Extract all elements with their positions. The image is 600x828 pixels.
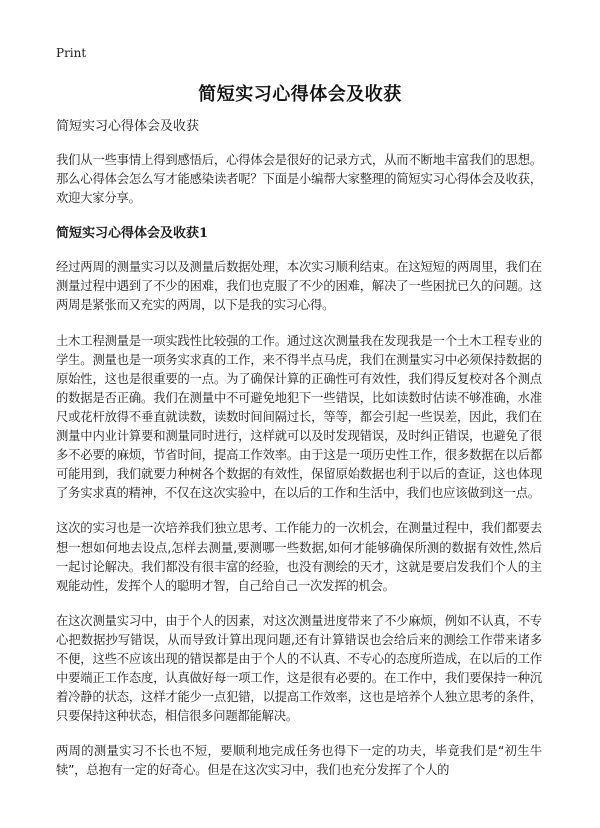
body-paragraph-3: 这次的实习也是一次培养我们独立思考、工作能力的一次机会，在测量过程中，我们都要去想一想如何地去设点,怎样去测量,要测哪一些数据,如何才能够确保所测的数据有效性,然后一起讨论解决。我们都没有很丰富的经验，也没有测绘的天才，这就是要启发我们个人的主观能动性，发挥个人的聪明才智，自己给自己一次发挥的机会。	[56, 521, 542, 593]
document-title: 简短实习心得体会及收获	[198, 84, 402, 105]
body-paragraph-5: 两周的测量实习不长也不短，要顺利地完成任务也得下一定的功夫，毕竟我们是“初生牛犊”，总抱有一定的好奇心。但是在这次实习中，我们也充分发挥了个人的	[56, 744, 542, 778]
intro-paragraph: 我们从一些事情上得到感悟后，心得体会是很好的记录方式，从而不断地丰富我们的思想。那么心得体会怎么写才能感染读者呢？下面是小编帮大家整理的简短实习心得体会及收获，欢迎大家分享。	[56, 153, 542, 206]
print-label[interactable]: Print	[56, 46, 87, 60]
body-paragraph-1: 经过两周的测量实习以及测量后数据处理，本次实习顺利结束。在这短短的两周里，我们在测量过程中遇到了不少的困难，我们也克服了不少的困难，解决了一些困扰已久的问题。这两周是紧张而又充实的两周，以下是我的实习心得。	[56, 260, 542, 313]
document-subtitle: 简短实习心得体会及收获	[56, 119, 200, 134]
body-paragraph-4: 在这次测量实习中，由于个人的因素，对这次测量进度带来了不少麻烦，例如不认真，不专心把数据抄写错误，从而导致计算出现问题,还有计算错误也会给后来的测绘工作带来诸多不便，这些不应该出现的错误都是由于个人的不认真、不专心的态度所造成，在以后的工作中要端正工作态度，认真做好每一项工作，这是很有必要的。在工作中，我们要保持一种沉着冷静的状态，这样才能少一点犯错，以提高工作效率，这也是培养个人独立思考的条件，只要保持这种状态，相信很多问题都能解决。	[56, 613, 542, 724]
section-heading: 简短实习心得体会及收获1	[56, 226, 209, 242]
document-body	[56, 117, 542, 797]
body-paragraph-2: 土木工程测量是一项实践性比较强的工作。通过这次测量我在发现我是一个土木工程专业的学生。测量也是一项务实求真的工作，来不得半点马虎，我们在测量实习中必须保持数据的原始性，这也是很重要的一点。为了确保计算的正确性可有效性，我们得反复校对各个测点的数据是否正确。我们在测量中不可避免地犯下一些错误，比如读数时估读不够准确，水准尺或花杆放得不垂直就读数，读数时间间隔过长，等等，都会引起一些误差，因此，我们在测量中内业计算要和测量同时进行，这样就可以及时发现错误，及时纠正错误，也避免了很多不必要的麻烦，节省时间，提高工作效率。由于这是一项历史性工作，很多数据在以后都可能用到，我们就要力种树各个数据的有效性，保留原始数据也利于以后的查证，这也体现了务实求真的精神，不仅在这次实验中，在以后的工作和生活中，我们也应该做到这一点。	[56, 333, 542, 501]
